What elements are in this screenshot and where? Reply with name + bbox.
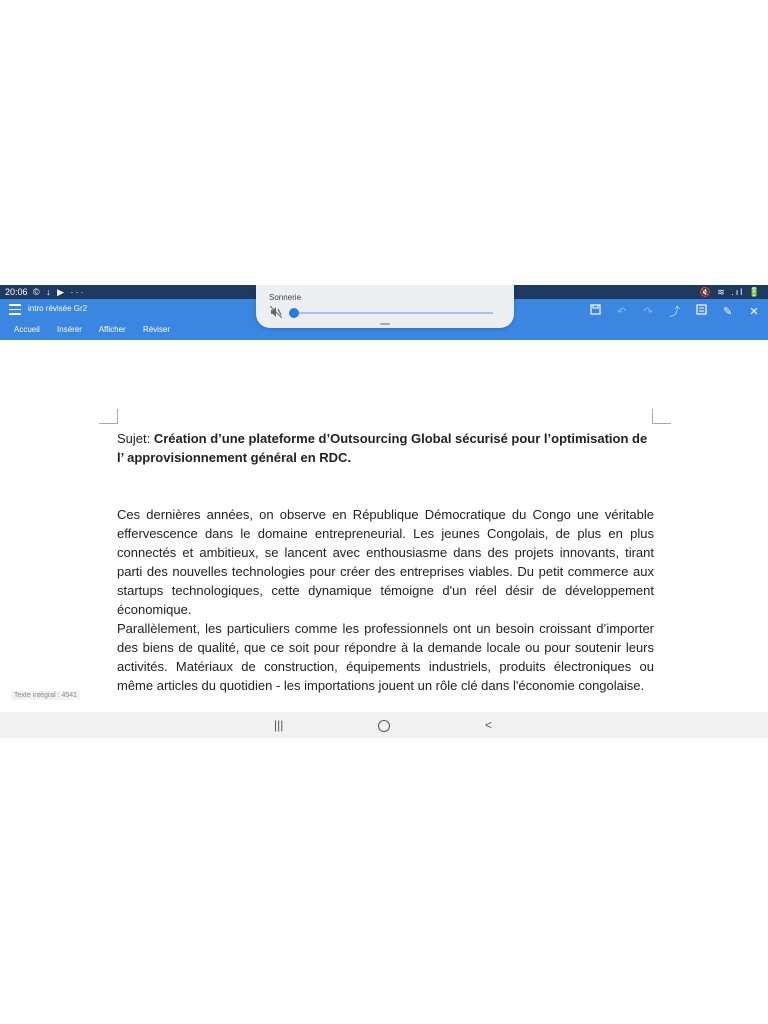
popup-drag-handle[interactable] xyxy=(380,323,390,325)
margin-mark-top-left xyxy=(99,409,118,424)
text-mode-icon[interactable] xyxy=(693,304,709,320)
navigation-bar xyxy=(0,712,768,738)
tab-afficher[interactable]: Afficher xyxy=(98,325,126,334)
heading-prefix: Sujet: xyxy=(117,431,154,446)
volume-slider[interactable] xyxy=(294,312,493,314)
edit-icon[interactable]: ✎ xyxy=(722,306,733,318)
document-heading xyxy=(117,429,654,467)
margin-mark-top-right xyxy=(652,409,671,424)
document-title: intro révisée Gr2 xyxy=(28,304,88,313)
share-icon[interactable]: ⤴ xyxy=(669,306,681,318)
document-canvas[interactable] xyxy=(0,340,768,712)
ribbon-tabs xyxy=(14,325,185,334)
document-body[interactable] xyxy=(117,429,654,695)
save-icon[interactable] xyxy=(587,304,603,320)
back-button[interactable]: < xyxy=(485,718,493,732)
volume-thumb[interactable] xyxy=(289,308,299,318)
status-time: 20:06 xyxy=(5,287,28,297)
paragraph-1: Ces dernières années, on observe en République Démocratique du Congo une véritable effervescence dans le domaine entrepreneurial. Les jeunes Congolais, de plus en plus connectés et ambitieux, se lancent avec enthousiasme dans des projets innovants, tirant parti des nouvelles technologies pour créer des entreprises viables. Du petit commerce aux startups technologiques, cette dynamique témoigne d'un réel désir de développement économique. xyxy=(117,507,654,617)
redo-icon[interactable]: ↷ xyxy=(643,306,653,318)
notification-icons: © ↓ ▶ ··· xyxy=(33,287,86,297)
undo-icon[interactable]: ↶ xyxy=(617,306,627,318)
volume-popup xyxy=(256,285,514,328)
mute-icon[interactable] xyxy=(270,306,282,321)
paragraph-2: Parallèlement, les particuliers comme les professionnels ont un besoin croissant d’importer des biens de qualité, que ce soit pour répondre à la demande locale ou pour soutenir leurs activités. Matériaux de construction, équipements industriels, produits électroniques ou même articles du quotidien - les importations jouent un rôle clé dans l'économie congolaise. xyxy=(117,621,654,693)
tab-reviser[interactable]: Réviser xyxy=(142,325,171,334)
word-count-badge: Texte intégral : 4541 xyxy=(11,691,80,700)
home-button[interactable] xyxy=(378,720,390,732)
menu-icon[interactable] xyxy=(9,304,21,314)
device-screen xyxy=(0,285,768,738)
tab-inserer[interactable]: Insérer xyxy=(57,325,82,334)
toolbar-actions xyxy=(581,302,762,318)
system-status-icons: 🔇 ≋ .ıl 🔋 xyxy=(699,287,762,297)
recents-button[interactable]: ||| xyxy=(274,718,284,732)
close-icon[interactable]: ✕ xyxy=(749,306,759,318)
tab-accueil[interactable]: Accueil xyxy=(14,325,40,334)
heading-subject: Création d’une plateforme d’Outsourcing Global sécurisé pour l’optimisation de l’ approvisionnement général en RDC. xyxy=(117,431,648,465)
volume-label: Sonnerie xyxy=(269,293,302,302)
